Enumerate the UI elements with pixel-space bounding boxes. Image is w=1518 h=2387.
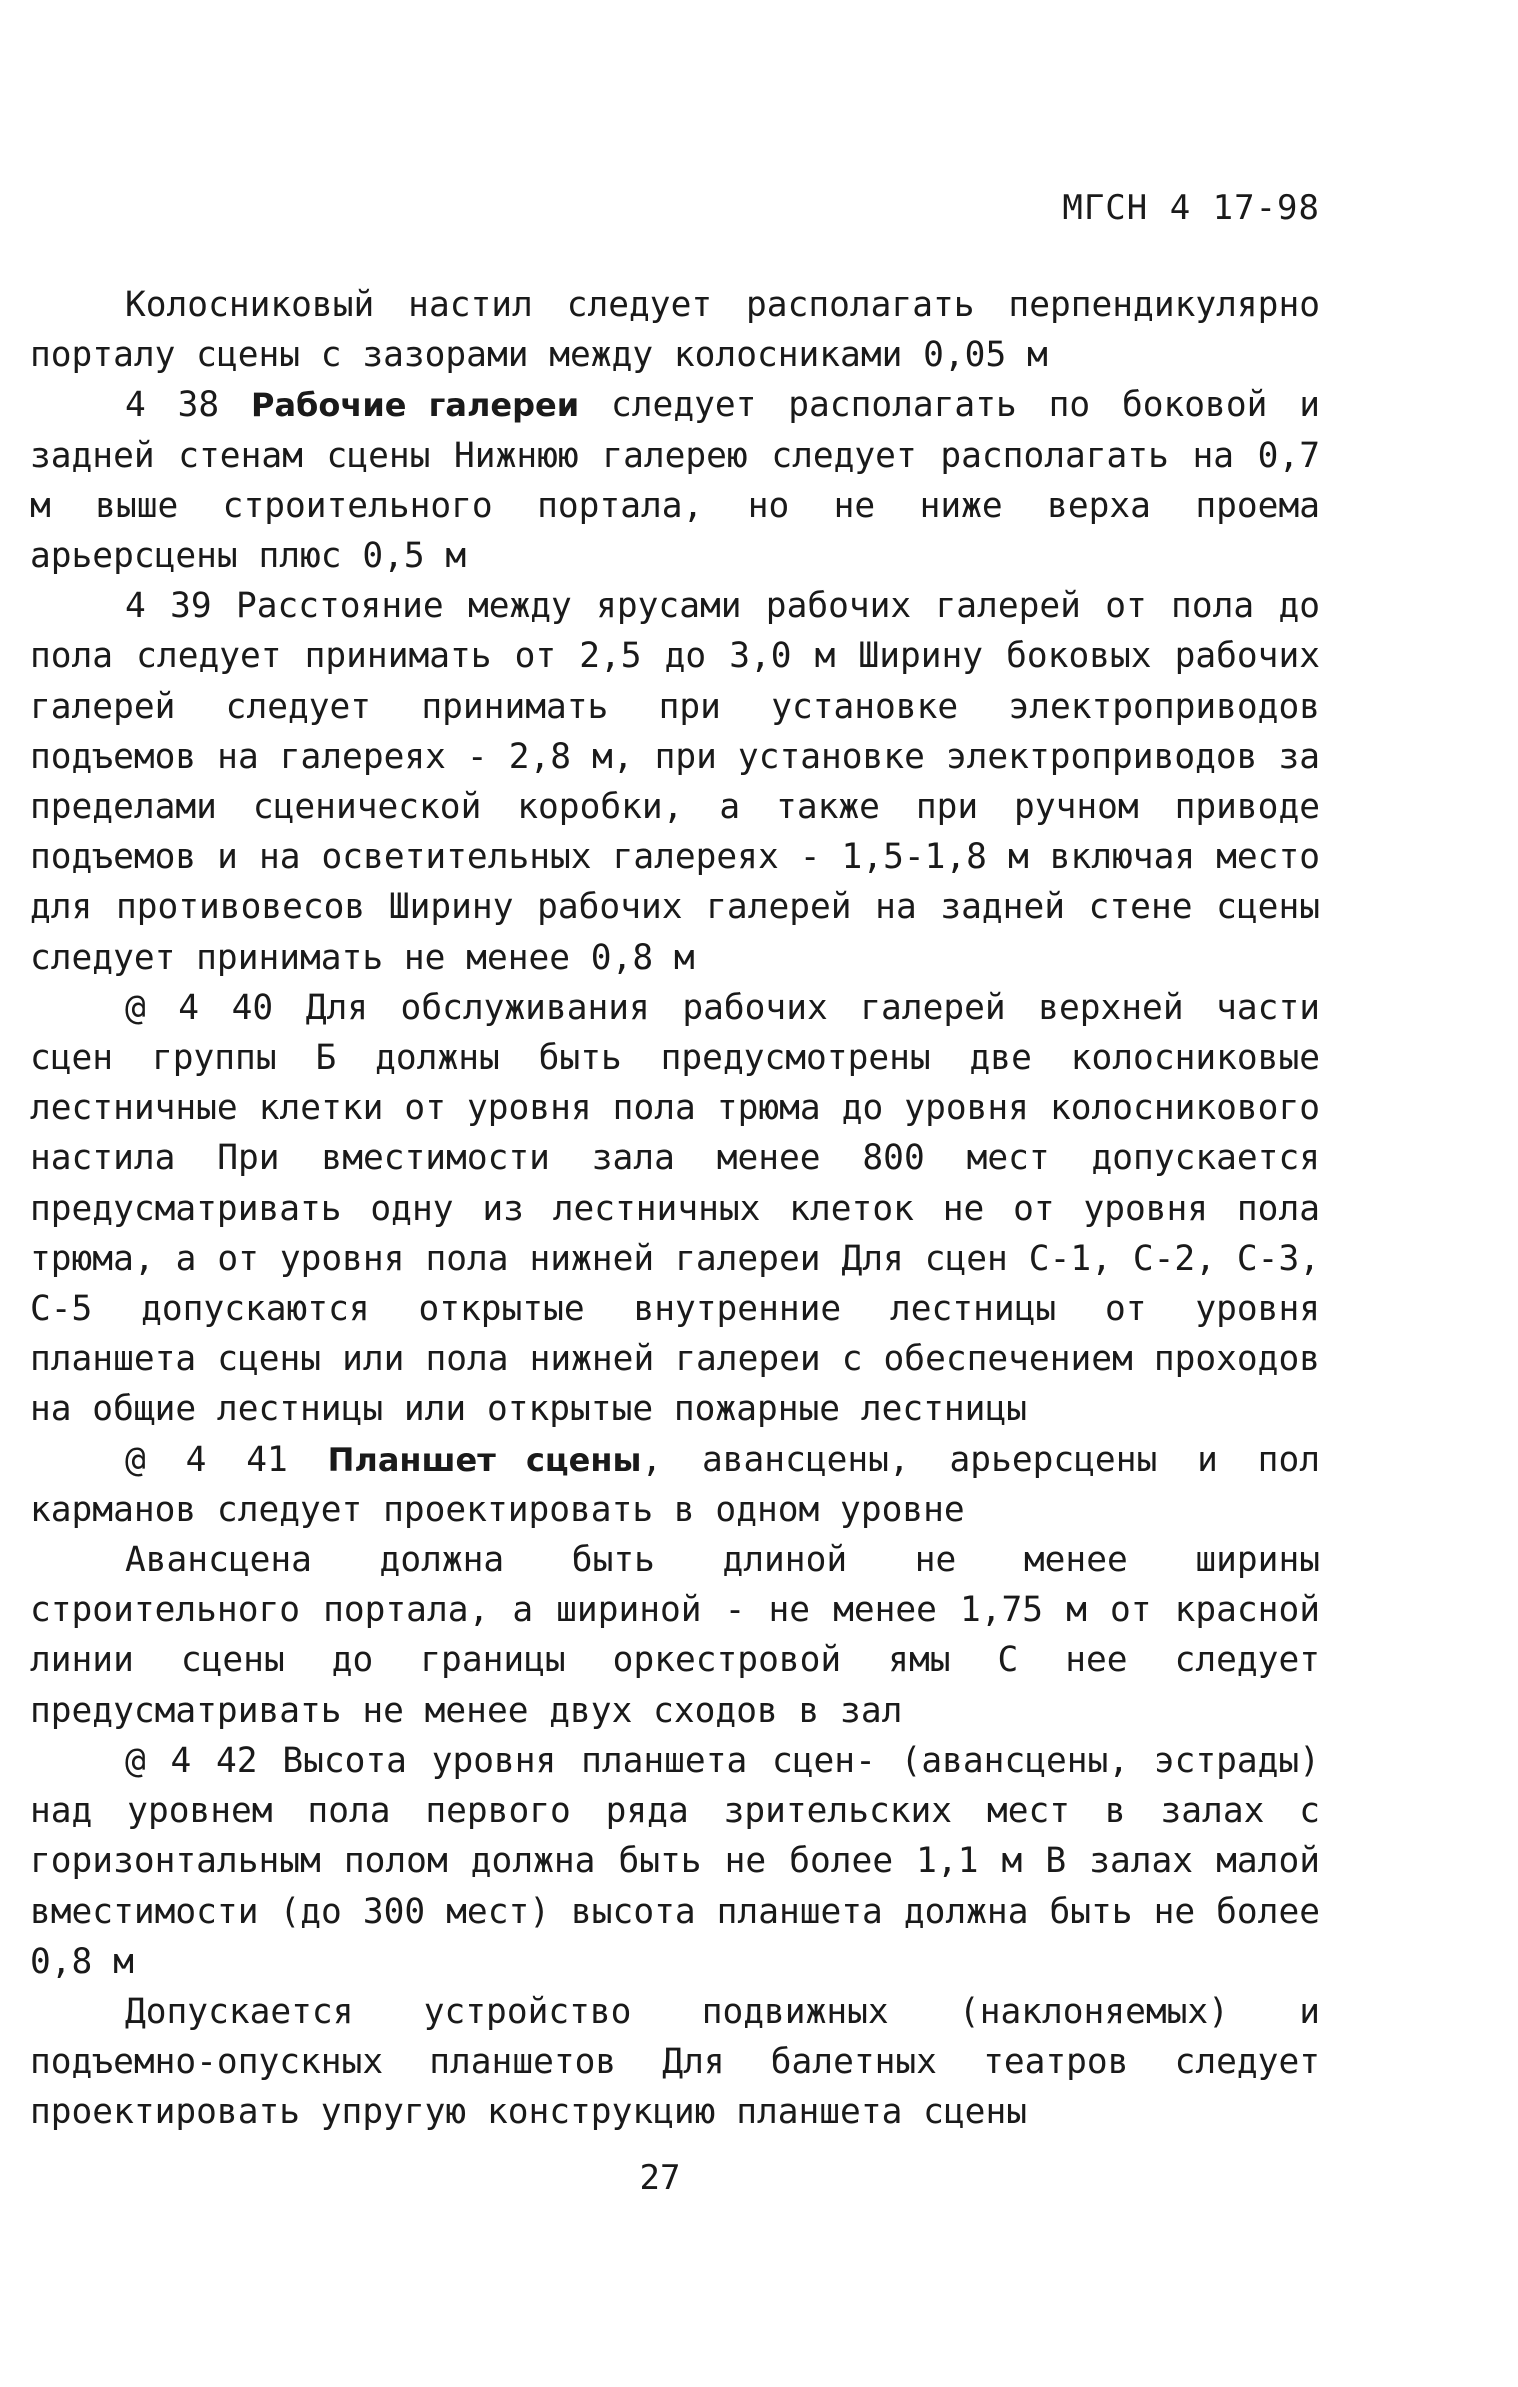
paragraph-text: Колосниковый настил следует располагать перпендикулярно порталу сцены с зазорами между колосниками 0,05 м (30, 285, 1320, 376)
paragraph-text: Расстояние между ярусами рабочих галерей от пола до пола следует принимать от 2,5 до 3,0 м Ширину боковых рабочих галерей следует принимать при установке электроприводов подъемов на галереях - 2,8 м, при установке электроприводов за пределами сценической коробки, а также при ручном приводе подъемов и на осветительных галереях - 1,5-1,8 м включая место для противовесов Ширину рабочих галерей на задней стене сцены следует принимать не менее 0,8 м (30, 586, 1320, 978)
clause-number: 4 39 (125, 586, 212, 627)
paragraph-text: Допускается устройство подвижных (наклоняемых) и подъемно-опускных планшетов Для балетных театров следует проектировать упругую конструкцию планшета сцены (30, 1991, 1320, 2133)
clause-number: 4 38 (125, 385, 220, 426)
paragraph-4-38 (30, 380, 1320, 581)
paragraph-text: , авансцены, арьерсцены и пол карманов следует проектировать в одном уровне (30, 1439, 1320, 1530)
paragraph-4-42 (30, 1736, 1320, 1987)
page-number: 27 (639, 2158, 681, 2198)
paragraph-forestage (30, 1535, 1320, 1736)
paragraph-text: следует располагать по боковой и задней стенам сцены Нижнюю галерею следует располагать на 0,7 м выше строительного портала, но не ниже верха проема арьерсцены плюс 0,5 м (30, 385, 1320, 577)
paragraph-text: Авансцена должна быть длиной не менее ширины строительного портала, а шириной - не менее 1,75 м от красной линии сцены до границы оркестровой ямы С нее следует предусматривать не менее двух сходов в зал (30, 1540, 1320, 1731)
paragraph-4-41 (30, 1435, 1320, 1535)
paragraph-4-40 (30, 983, 1320, 1435)
clause-number: @ 4 41 (125, 1439, 288, 1480)
paragraph-4-39 (30, 581, 1320, 983)
clause-number: @ 4 42 (125, 1740, 258, 1781)
paragraph-text: Высота уровня планшета сцен- (авансцены, эстрады) над уровнем пола первого ряда зрительских мест в залах с горизонтальным полом должна быть не более 1,1 м В залах малой вместимости (до 300 мест) высота планшета должна быть не более 0,8 м (30, 1740, 1320, 1982)
clause-number: @ 4 40 (125, 987, 274, 1028)
body-text (30, 280, 1320, 2138)
clause-term: Рабочие галереи (251, 386, 580, 425)
paragraph-movable-stage (30, 1987, 1320, 2138)
document-code: МГСН 4 17-98 (1062, 188, 1320, 228)
paragraph-grate-flooring (30, 280, 1320, 380)
paragraph-text: Для обслуживания рабочих галерей верхней части сцен группы Б должны быть предусмотрены две колосниковые лестничные клетки от уровня пола трюма до уровня колосникового настила При вместимости зала менее 800 мест допускается предусматривать одну из лестничных клеток не от уровня пола трюма, а от уровня пола нижней галереи Для сцен С-1, С-2, С-3, С-5 допускаются открытые внутренние лестницы от уровня планшета сцены или пола нижней галереи с обеспечением проходов на общие лестницы или открытые пожарные лестницы (30, 987, 1320, 1430)
clause-term: Планшет сцены (327, 1440, 642, 1479)
